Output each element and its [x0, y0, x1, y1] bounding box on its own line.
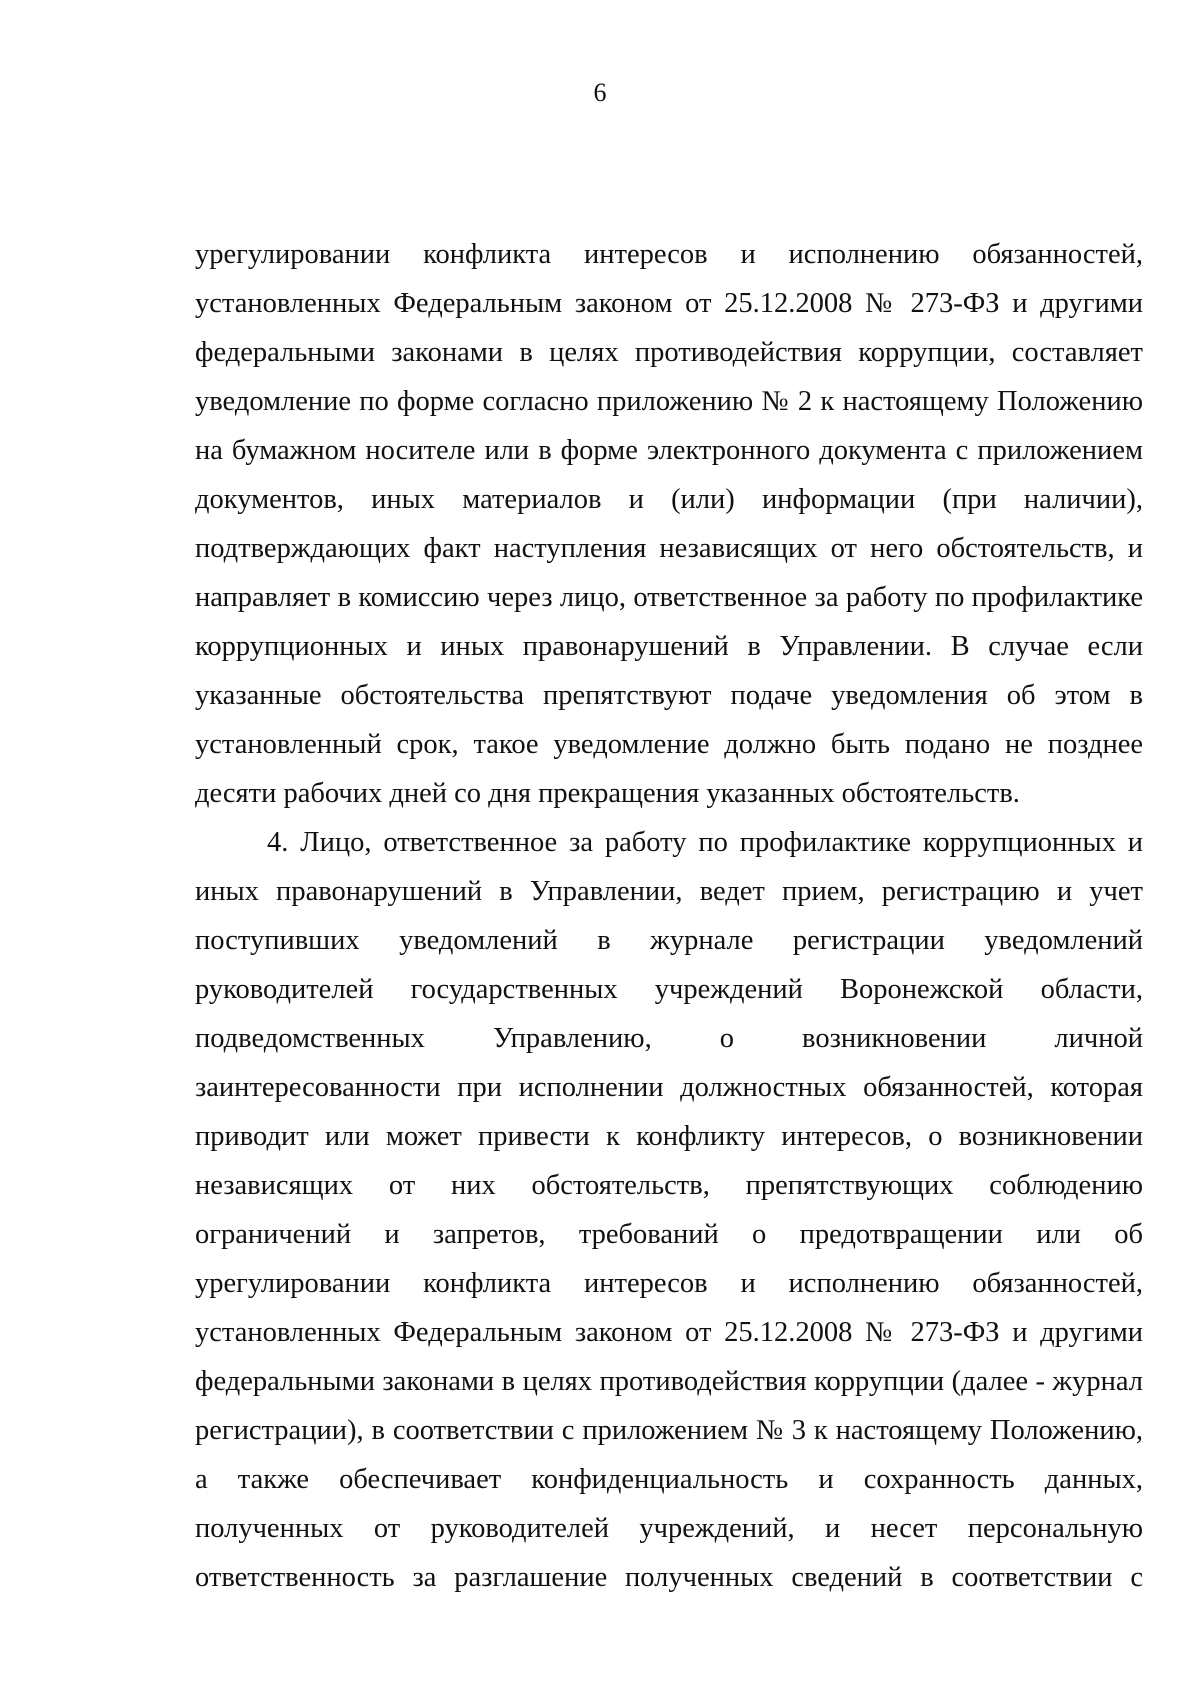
text-line: направляет в комиссию через лицо, ответственное за работу по профилактике: [195, 582, 1143, 613]
text-line: а также обеспечивает конфиденциальность и сохранность данных,: [195, 1464, 1143, 1495]
text-line: заинтересованности при исполнении должностных обязанностей, которая: [195, 1072, 1143, 1103]
text-line: установленных Федеральным законом от 25.12.2008 № 273-ФЗ и другими: [195, 1317, 1143, 1348]
text-line: уведомление по форме согласно приложению № 2 к настоящему Положению: [195, 386, 1143, 417]
text-line: документов, иных материалов и (или) информации (при наличии),: [195, 484, 1143, 515]
text-line: урегулировании конфликта интересов и исполнению обязанностей,: [195, 239, 1143, 270]
document-body: [195, 230, 1143, 1602]
page-number: 6: [593, 78, 607, 107]
text-line: на бумажном носителе или в форме электронного документа с приложением: [195, 435, 1143, 466]
text-line: урегулировании конфликта интересов и исполнению обязанностей,: [195, 1268, 1143, 1299]
text-line: подтверждающих факт наступления независящих от него обстоятельств, и: [195, 533, 1143, 564]
text-line: руководителей государственных учреждений Воронежской области,: [195, 974, 1143, 1005]
text-line: независящих от них обстоятельств, препятствующих соблюдению: [195, 1170, 1143, 1201]
text-line: регистрации), в соответствии с приложением № 3 к настоящему Положению,: [195, 1415, 1143, 1446]
text-line: иных правонарушений в Управлении, ведет прием, регистрацию и учет: [195, 876, 1143, 907]
text-line: ответственность за разглашение полученных сведений в соответствии с: [195, 1562, 1143, 1593]
text-line: поступивших уведомлений в журнале регистрации уведомлений: [195, 925, 1143, 956]
text-line: десяти рабочих дней со дня прекращения указанных обстоятельств.: [195, 778, 1020, 809]
paragraph-2: [195, 818, 1143, 1602]
text-line: полученных от руководителей учреждений, и несет персональную: [195, 1513, 1143, 1544]
text-line: установленный срок, такое уведомление должно быть подано не позднее: [195, 729, 1143, 760]
text-line: подведомственных Управлению, о возникновении личной: [195, 1023, 1143, 1054]
text-line: ограничений и запретов, требований о предотвращении или об: [195, 1219, 1143, 1250]
text-line: приводит или может привести к конфликту интересов, о возникновении: [195, 1121, 1143, 1152]
text-line: коррупционных и иных правонарушений в Управлении. В случае если: [195, 631, 1143, 662]
text-line: федеральными законами в целях противодействия коррупции, составляет: [195, 337, 1143, 368]
text-line: указанные обстоятельства препятствуют подаче уведомления об этом в: [195, 680, 1143, 711]
paragraph-1: [195, 230, 1143, 818]
text-line: 4. Лицо, ответственное за работу по профилактике коррупционных и: [267, 827, 1143, 858]
text-line: федеральными законами в целях противодействия коррупции (далее - журнал: [195, 1366, 1143, 1397]
text-line: установленных Федеральным законом от 25.12.2008 № 273-ФЗ и другими: [195, 288, 1143, 319]
